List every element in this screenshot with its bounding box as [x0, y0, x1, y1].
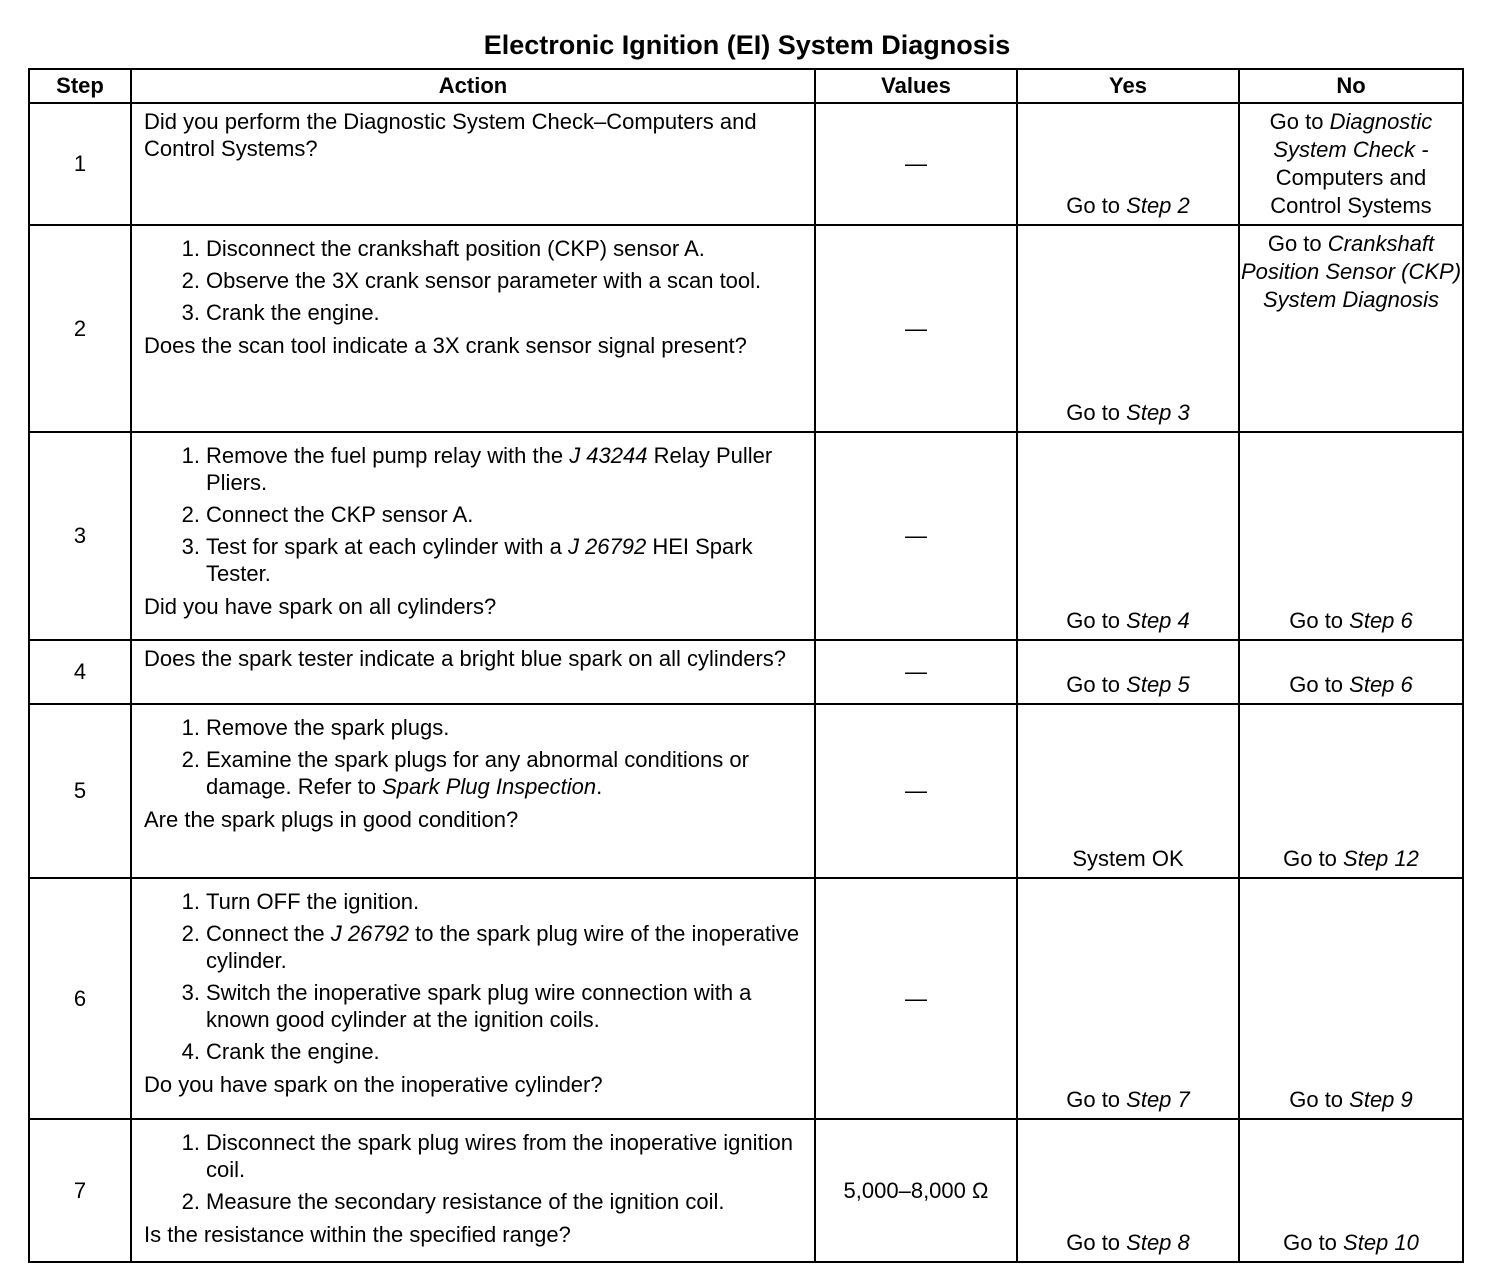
- text-segment: Turn OFF the ignition.: [206, 889, 420, 914]
- reference-text: Step 6: [1349, 608, 1413, 633]
- reference-text: Crankshaft Position Sensor (CKP) System Diagnosis: [1240, 231, 1462, 312]
- header-no: No: [1239, 69, 1463, 103]
- action-cell: [131, 432, 815, 640]
- table-row: [29, 878, 1463, 1119]
- text-segment: Connect the CKP sensor A.: [206, 502, 474, 527]
- item-number: 2.: [181, 268, 200, 293]
- item-text: [206, 1038, 380, 1065]
- value-cell: —: [815, 878, 1017, 1119]
- item-number: 4.: [181, 1039, 200, 1064]
- text-segment: Examine the spark plugs for any abnormal conditions or damage. Refer to: [206, 747, 749, 799]
- text-segment: Go to: [1283, 1230, 1344, 1255]
- no-cell: [1239, 704, 1463, 878]
- table-row: [29, 640, 1463, 704]
- item-number: 3.: [181, 300, 200, 325]
- action-cell: [131, 704, 815, 878]
- item-text: [206, 1129, 814, 1183]
- text-segment: Go to: [1066, 1230, 1127, 1255]
- item-number: 1.: [181, 236, 200, 261]
- text-segment: Go to: [1066, 608, 1127, 633]
- diagnosis-table: [28, 68, 1464, 1263]
- action-cell: [131, 640, 815, 704]
- text-segment: Remove the fuel pump relay with the: [206, 443, 570, 468]
- item-number: 2.: [181, 1189, 200, 1214]
- action-question: Does the spark tester indicate a bright blue spark on all cylinders?: [144, 646, 787, 671]
- item-number: 1.: [181, 1130, 200, 1155]
- text-segment: Go to: [1267, 231, 1328, 256]
- document-title: Electronic Ignition (EI) System Diagnosis: [483, 30, 1011, 60]
- action-list-item: [144, 1129, 814, 1183]
- value-cell: 5,000–8,000 Ω: [815, 1119, 1017, 1262]
- item-text: [206, 1188, 725, 1215]
- text-segment: .: [596, 774, 603, 799]
- text-segment: Disconnect the crankshaft position (CKP) sensor A.: [206, 236, 705, 261]
- value-cell: —: [815, 432, 1017, 640]
- action-list-item: [144, 533, 814, 587]
- action-list-item: [144, 299, 814, 326]
- action-list-item: [144, 267, 814, 294]
- header-yes: Yes: [1017, 69, 1239, 103]
- item-text: [206, 714, 449, 741]
- text-segment: Connect the: [206, 921, 331, 946]
- step-number: 6: [29, 878, 131, 1119]
- step-number: 4: [29, 640, 131, 704]
- reference-text: Step 9: [1349, 1087, 1413, 1112]
- action-cell: [131, 878, 815, 1119]
- value-cell: —: [815, 640, 1017, 704]
- action-cell: [131, 1119, 815, 1262]
- reference-text: Spark Plug Inspection: [382, 774, 597, 799]
- no-cell: [1239, 1119, 1463, 1262]
- reference-text: Step 6: [1349, 672, 1413, 697]
- table-row: [29, 103, 1463, 225]
- reference-text: Step 7: [1126, 1087, 1190, 1112]
- table-row: [29, 704, 1463, 878]
- item-number: 2.: [181, 921, 200, 946]
- text-segment: Test for spark at each cylinder with a: [206, 534, 568, 559]
- action-question: Is the resistance within the specified range?: [144, 1222, 571, 1247]
- no-cell: [1239, 103, 1463, 225]
- text-segment: Go to: [1066, 193, 1127, 218]
- text-segment: Measure the secondary resistance of the ignition coil.: [206, 1189, 725, 1214]
- text-segment: Go to: [1289, 672, 1350, 697]
- header-row: [29, 69, 1463, 103]
- reference-text: Step 12: [1343, 846, 1419, 871]
- yes-cell: [1017, 225, 1239, 432]
- item-number: 3.: [181, 534, 200, 559]
- text-segment: Go to: [1066, 1087, 1127, 1112]
- text-segment: Computers and Control Systems: [1270, 165, 1432, 218]
- item-text: [206, 888, 419, 915]
- reference-text: Step 4: [1126, 608, 1190, 633]
- reference-text: Diagnostic System Check -: [1273, 109, 1433, 162]
- text-segment: Crank the engine.: [206, 300, 380, 325]
- text-segment: Observe the 3X crank sensor parameter with a scan tool.: [206, 268, 762, 293]
- table-row: [29, 432, 1463, 640]
- text-segment: System OK: [1072, 846, 1184, 871]
- action-list-item: [144, 1038, 814, 1065]
- action-list-item: [144, 501, 814, 528]
- action-list-item: [144, 979, 814, 1033]
- item-number: 2.: [181, 502, 200, 527]
- yes-cell: [1017, 878, 1239, 1119]
- step-number: 1: [29, 103, 131, 225]
- action-question: Does the scan tool indicate a 3X crank sensor signal present?: [144, 333, 747, 358]
- item-text: [206, 501, 473, 528]
- reference-text: Step 2: [1126, 193, 1190, 218]
- action-question: Did you perform the Diagnostic System Check–Computers and Control Systems?: [144, 109, 757, 161]
- header-action: Action: [131, 69, 815, 103]
- yes-cell: [1017, 103, 1239, 225]
- reference-text: J 26792: [330, 921, 410, 946]
- text-segment: Remove the spark plugs.: [206, 715, 450, 740]
- yes-cell: [1017, 432, 1239, 640]
- text-segment: Go to: [1289, 1087, 1350, 1112]
- text-segment: Crank the engine.: [206, 1039, 380, 1064]
- header-step: Step: [29, 69, 131, 103]
- action-list-item: [144, 442, 814, 496]
- value-cell: —: [815, 103, 1017, 225]
- item-text: [206, 442, 814, 496]
- text-segment: Relay Puller Pliers.: [206, 443, 773, 495]
- no-cell: [1239, 640, 1463, 704]
- reference-text: J 43244: [569, 443, 648, 468]
- yes-cell: [1017, 640, 1239, 704]
- text-segment: Go to: [1066, 672, 1127, 697]
- no-cell: [1239, 878, 1463, 1119]
- reference-text: Step 10: [1343, 1230, 1419, 1255]
- item-text: [206, 746, 814, 800]
- reference-text: Step 5: [1126, 672, 1190, 697]
- value-cell: —: [815, 225, 1017, 432]
- action-cell: [131, 225, 815, 432]
- item-number: 3.: [181, 980, 200, 1005]
- text-segment: HEI Spark Tester.: [206, 534, 753, 586]
- reference-text: J 26792: [567, 534, 647, 559]
- value-cell: —: [815, 704, 1017, 878]
- text-segment: Go to: [1066, 400, 1127, 425]
- no-cell: [1239, 432, 1463, 640]
- table-row: [29, 225, 1463, 432]
- step-number: 2: [29, 225, 131, 432]
- reference-text: Step 8: [1126, 1230, 1190, 1255]
- step-number: 5: [29, 704, 131, 878]
- header-values: Values: [815, 69, 1017, 103]
- action-list-item: [144, 235, 814, 262]
- action-question: Did you have spark on all cylinders?: [144, 594, 497, 619]
- text-segment: Go to: [1283, 846, 1344, 871]
- step-number: 3: [29, 432, 131, 640]
- item-text: [206, 920, 814, 974]
- yes-cell: [1017, 1119, 1239, 1262]
- item-text: [206, 299, 380, 326]
- yes-cell: [1017, 704, 1239, 878]
- step-number: 7: [29, 1119, 131, 1262]
- action-cell: [131, 103, 815, 225]
- item-number: 1.: [181, 715, 200, 740]
- item-text: [206, 533, 814, 587]
- text-segment: Switch the inoperative spark plug wire connection with a known good cylinder at the ignition coils.: [206, 980, 752, 1032]
- item-number: 2.: [181, 747, 200, 772]
- text-segment: Disconnect the spark plug wires from the inoperative ignition coil.: [206, 1130, 793, 1182]
- action-list-item: [144, 888, 814, 915]
- item-number: 1.: [181, 443, 200, 468]
- action-list-item: [144, 746, 814, 800]
- action-question: Do you have spark on the inoperative cylinder?: [144, 1072, 603, 1097]
- item-text: [206, 267, 761, 294]
- no-cell: [1239, 225, 1463, 432]
- item-text: [206, 979, 814, 1033]
- item-number: 1.: [181, 889, 200, 914]
- action-question: Are the spark plugs in good condition?: [144, 807, 519, 832]
- table-row: [29, 1119, 1463, 1262]
- action-list-item: [144, 714, 814, 741]
- action-list-item: [144, 1188, 814, 1215]
- text-segment: Go to: [1289, 608, 1350, 633]
- reference-text: Step 3: [1126, 400, 1190, 425]
- text-segment: to the spark plug wire of the inoperative cylinder.: [206, 921, 800, 973]
- text-segment: Go to: [1269, 109, 1330, 134]
- item-text: [206, 235, 705, 262]
- action-list-item: [144, 920, 814, 974]
